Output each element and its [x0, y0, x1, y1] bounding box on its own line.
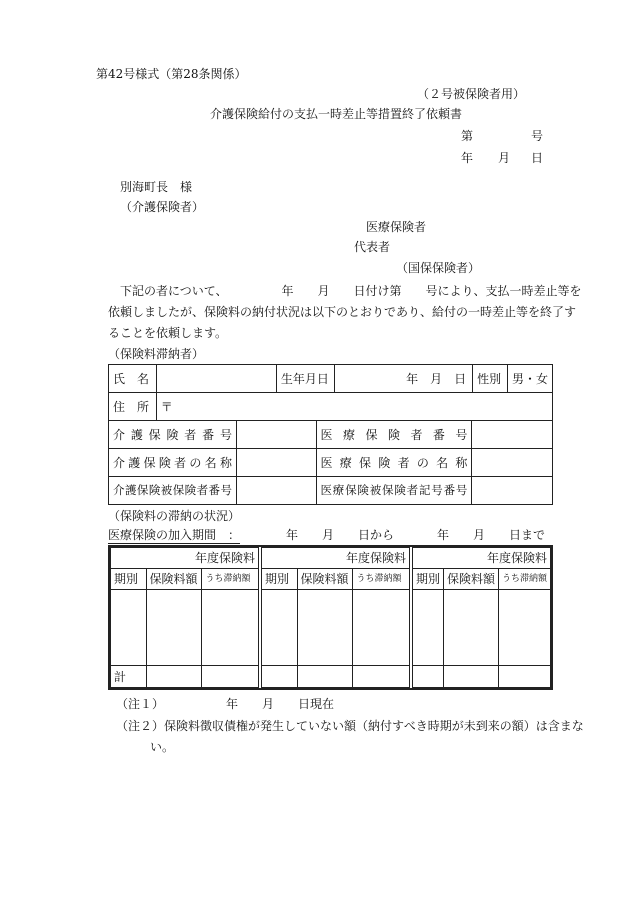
- birth-label: 生年月日: [276, 365, 334, 393]
- premium-block-3: [412, 547, 551, 688]
- arrears-cell: [353, 590, 410, 666]
- delinquent-label: （保険料滞納者）: [108, 347, 205, 361]
- name-label: 氏 名: [109, 365, 157, 393]
- insurer-table: [108, 420, 553, 505]
- number-suffix: 号: [531, 129, 544, 143]
- body-line-2: 依頼しましたが、保険料の納付状況は以下のとおりであり、給付の一時差止等を終了す: [108, 305, 577, 319]
- premium-block-2: [261, 547, 410, 688]
- representative-label: 代表者: [354, 240, 391, 254]
- arrears-cell: [499, 590, 551, 666]
- address-field: 〒: [156, 393, 552, 421]
- document-title: 介護保険給付の支払一時差止等措置終了依頼書: [210, 107, 463, 121]
- care-name-field: [236, 449, 316, 477]
- form-target: （２号被保険者用）: [417, 87, 526, 101]
- note-1-label: （注１）: [116, 697, 165, 711]
- medical-name-label: 医療保険者の名称: [316, 449, 472, 477]
- amount-cell: [297, 590, 353, 666]
- period-cell: [111, 590, 147, 666]
- care-insured-field: [236, 477, 316, 505]
- total-arrears-cell: [499, 666, 551, 688]
- period-cell: [413, 590, 444, 666]
- col-period-1: 期別: [111, 569, 147, 590]
- medical-insured-field: [472, 477, 553, 505]
- medical-number-field: [472, 421, 553, 449]
- period-to: 年 月 日まで: [437, 528, 546, 542]
- note-2-line-1: （注２）保険料徴収債権が発生していない額（納付すべき時期が未到来の額）は含まな: [116, 719, 584, 733]
- col-arrears-2: うち滞納額: [353, 569, 410, 590]
- amount-cell: [146, 590, 202, 666]
- year-header-3: 年度保険料: [413, 548, 551, 569]
- care-name-label: 介護保険者の名称: [109, 449, 237, 477]
- applicant-label: （介護保険者）: [120, 200, 205, 214]
- col-amount-1: 保険料額: [146, 569, 202, 590]
- care-number-label: 介護保険者番号: [109, 421, 237, 449]
- total-amount-cell: [297, 666, 353, 688]
- col-arrears-3: うち滞納額: [499, 569, 551, 590]
- name-field: [156, 365, 276, 393]
- birth-date-field: 年 月 日: [334, 365, 472, 393]
- amount-cell: [444, 590, 499, 666]
- year-header-2: 年度保険料: [262, 548, 410, 569]
- col-period-2: 期別: [262, 569, 298, 590]
- date-year: 年: [461, 151, 474, 165]
- total-amount-cell: [146, 666, 202, 688]
- nhi-label: （国保保険者）: [396, 261, 481, 275]
- body-line-3: ることを依頼します。: [108, 326, 228, 340]
- note-2-line-2: い。: [150, 740, 175, 754]
- person-table: [108, 364, 553, 421]
- status-label: （保険料の滞納の状況）: [108, 509, 241, 523]
- body-line-1: 下記の者について、 年 月 日付け第 号により、支払一時差止等を: [120, 284, 582, 298]
- care-number-field: [236, 421, 316, 449]
- medical-insured-label: 医療保険被保険者記号番号: [316, 477, 472, 505]
- col-amount-2: 保険料額: [297, 569, 353, 590]
- arrears-cell: [202, 590, 259, 666]
- total-label: 計: [111, 666, 147, 688]
- total-arrears-cell: [353, 666, 410, 688]
- date-day: 日: [531, 151, 544, 165]
- col-arrears-1: うち滞納額: [202, 569, 259, 590]
- gender-label: 性別: [473, 365, 508, 393]
- date-month: 月: [498, 151, 511, 165]
- care-insured-label: 介護保険被保険者番号: [109, 477, 237, 505]
- medical-name-field: [472, 449, 553, 477]
- period-label: 医療保険の加入期間 ：: [108, 528, 241, 542]
- form-number: 第42号様式（第28条関係）: [96, 67, 247, 81]
- insurer-label: 医療保険者: [366, 220, 427, 234]
- total-blank-cell: [413, 666, 444, 688]
- period-from: 年 月 日から: [286, 528, 395, 542]
- total-arrears-cell: [202, 666, 259, 688]
- col-period-3: 期別: [413, 569, 444, 590]
- gender-options: 男・女: [507, 365, 552, 393]
- address-label: 住 所: [109, 393, 157, 421]
- period-cell: [262, 590, 298, 666]
- year-header-1: 年度保険料: [111, 548, 259, 569]
- number-label: 第: [461, 129, 474, 143]
- medical-number-label: 医療保険者番号: [316, 421, 472, 449]
- total-blank-cell: [262, 666, 298, 688]
- col-amount-3: 保険料額: [444, 569, 499, 590]
- addressee: 別海町長 様: [120, 180, 193, 194]
- total-amount-cell: [444, 666, 499, 688]
- note-1-text: 年 月 日現在: [226, 697, 335, 711]
- premium-block-1: [110, 547, 259, 688]
